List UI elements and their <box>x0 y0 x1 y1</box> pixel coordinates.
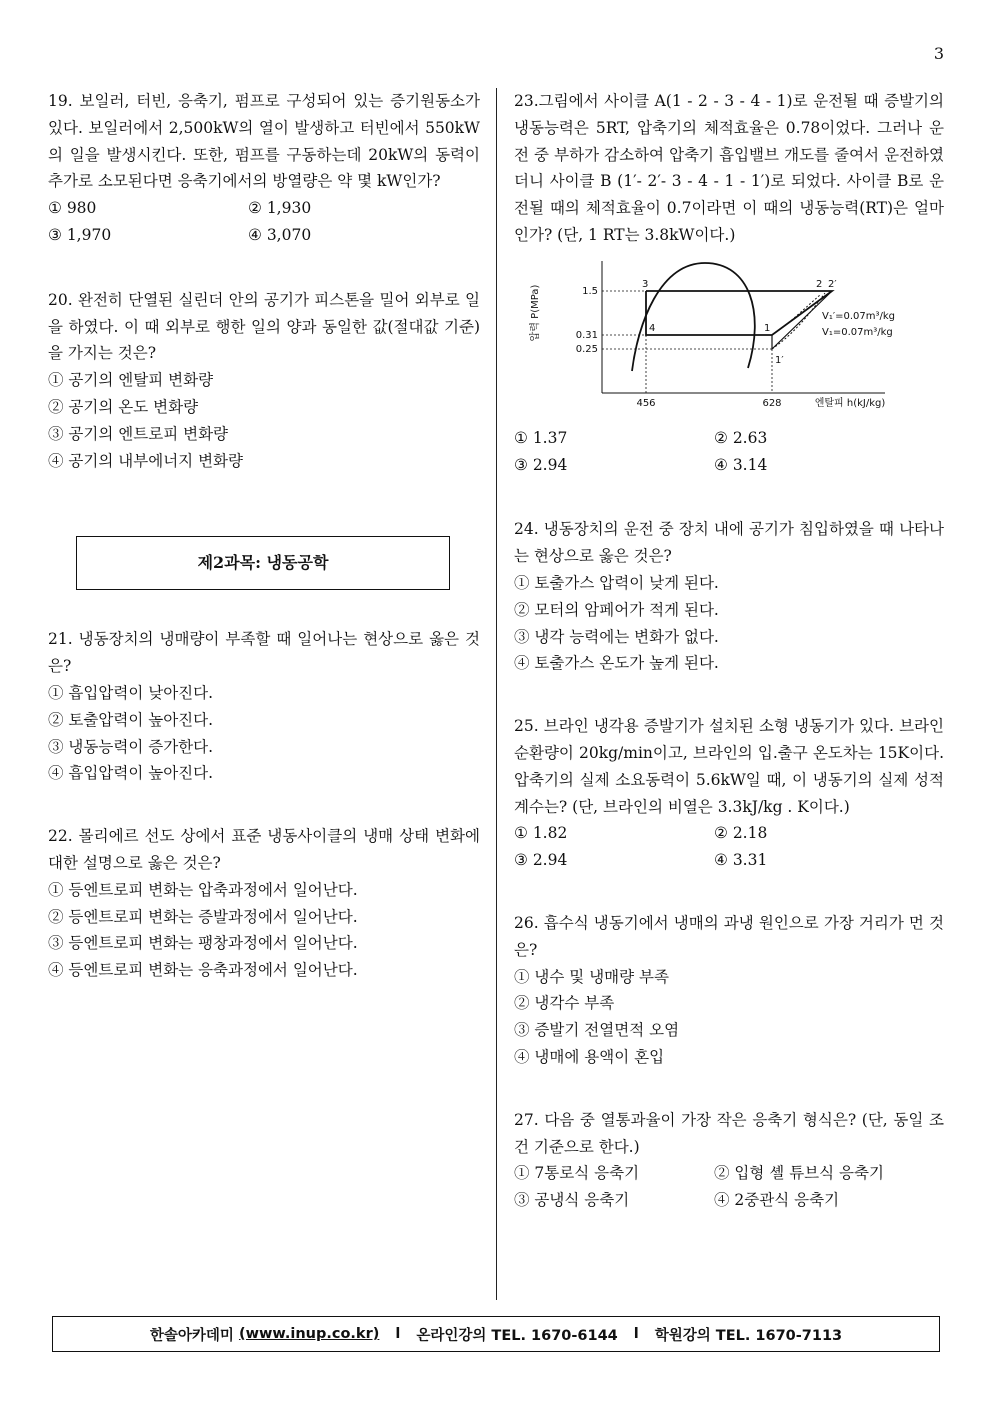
option-3: ③ 1,970 <box>48 225 112 244</box>
question-23 <box>514 88 944 478</box>
option-1: ① 흡입압력이 낮아진다. <box>48 683 214 702</box>
question-stem: 24. 냉동장치의 운전 중 장치 내에 공기가 침입하였을 때 나타나는 현상으로 옳은 것은? <box>514 520 944 566</box>
option-3: ③ 공냉식 응축기 <box>514 1191 630 1210</box>
footer-separator: l <box>395 1326 401 1342</box>
question-24 <box>514 516 944 677</box>
subject-heading: 제2과목: 냉동공학 <box>197 552 329 572</box>
option-2: ② 1,930 <box>248 199 312 218</box>
question-27 <box>514 1107 944 1214</box>
option-2: ② 냉각수 부족 <box>514 994 615 1013</box>
option-2: ② 2.18 <box>714 824 768 843</box>
footer-online-phone: 온라인강의 TEL. 1670-6144 <box>416 1327 618 1344</box>
question-19 <box>48 88 480 249</box>
subject-heading-box <box>76 536 450 590</box>
x-tick-628: 628 <box>762 397 782 409</box>
option-3: ③ 공기의 엔트로피 변화량 <box>48 424 229 443</box>
option-1: ① 1.37 <box>514 428 568 447</box>
point-3: 3 <box>642 278 649 290</box>
option-1: ① 공기의 엔탈피 변화량 <box>48 371 214 390</box>
option-3: ③ 냉각 능력에는 변화가 없다. <box>514 627 719 646</box>
question-21 <box>48 626 480 787</box>
footer-separator: l <box>633 1326 639 1342</box>
option-1: ① 토출가스 압력이 낮게 된다. <box>514 573 719 592</box>
question-22 <box>48 823 480 984</box>
option-4: ④ 공기의 내부에너지 변화량 <box>48 451 243 470</box>
option-4: ④ 토출가스 온도가 높게 된다. <box>514 654 719 673</box>
volume-label-2: V₁=0.07m³/kg <box>822 326 893 338</box>
option-4: ④ 등엔트로피 변화는 응축과정에서 일어난다. <box>48 961 358 980</box>
option-3: ③ 증발기 전열면적 오염 <box>514 1021 680 1040</box>
footer-academy: 한솔아카데미 <box>149 1327 234 1344</box>
y-tick-0-31: 0.31 <box>575 329 598 341</box>
y-tick-0-25: 0.25 <box>575 343 598 355</box>
option-4: ④ 3,070 <box>248 225 312 244</box>
question-stem: 21. 냉동장치의 냉매량이 부족할 때 일어나는 현상으로 옳은 것은? <box>48 630 480 676</box>
page-number: 3 <box>933 44 944 63</box>
point-1-prime: 1′ <box>775 354 784 366</box>
saturation-dome <box>632 263 755 371</box>
option-1: ① 1.82 <box>514 824 568 843</box>
question-20 <box>48 287 480 475</box>
point-2: 2 <box>816 278 823 290</box>
option-4: ④ 3.31 <box>714 851 768 870</box>
x-tick-456: 456 <box>636 397 656 409</box>
question-stem: 22. 몰리에르 선도 상에서 표준 냉동사이클의 냉매 상태 변화에 대한 설명으로 옳은 것은? <box>48 827 480 872</box>
left-column <box>48 88 480 984</box>
point-1: 1 <box>764 322 771 334</box>
diagram-ylabel: 압력 P(MPa) <box>530 284 541 342</box>
option-4: ④ 냉매에 용액이 혼입 <box>514 1047 665 1066</box>
question-stem: 19. 보일러, 터빈, 응축기, 펌프로 구성되어 있는 증기원동소가 있다. 보일러에서 2,500kW의 열이 발생하고 터빈에서 550kW의 일을 발생시킨다. 또한, 펌프를 구동하는데 20kW의 동력이 추가로 소모된다면 응축기에서의 방열량은 약 몇 kW인가? <box>48 92 480 191</box>
point-2-prime: 2′ <box>828 278 837 290</box>
option-4: ④ 흡입압력이 높아진다. <box>48 764 214 783</box>
y-tick-1-5: 1.5 <box>582 285 598 297</box>
option-3: ③ 냉동능력이 증가한다. <box>48 737 214 756</box>
option-1: ① 냉수 및 냉매량 부족 <box>514 967 669 986</box>
question-25 <box>514 713 944 874</box>
option-2: ② 2.63 <box>714 428 768 447</box>
point-4: 4 <box>649 322 656 334</box>
option-2: ② 토출압력이 높아진다. <box>48 710 214 729</box>
option-2: ② 공기의 온도 변화량 <box>48 397 199 416</box>
question-stem: 25. 브라인 냉각용 증발기가 설치된 소형 냉동기가 있다. 브라인 순환량이 20kg/min이고, 브라인의 입.출구 온도차는 15K이다. 압축기의 실제 소요동력이 5.6kW일 때, 이 냉동기의 실제 성적계수는? (단, 브라인의 비열은 3.3kJ/kg . K이다.) <box>514 717 944 816</box>
volume-label-1: V₁′=0.07m³/kg <box>822 310 896 322</box>
diagram-xlabel: 엔탈피 h(kJ/kg) <box>814 397 886 409</box>
footer-banner <box>52 1316 940 1352</box>
option-3: ③ 2.94 <box>514 851 568 870</box>
option-4: ④ 3.14 <box>714 455 768 474</box>
question-stem: 23.그림에서 사이클 A(1 - 2 - 3 - 4 - 1)로 운전될 때 증발기의 냉동능력은 5RT, 압축기의 체적효율은 0.78이었다. 그러나 운전 중 부하가 감소하여 압축기 흡입밸브 개도를 줄여서 운전하였더니 사이클 B (1′- 2′- 3 - 4 - 1 - 1′)로 되었다. 사이클 B로 운전될 때의 체적효율이 0.7이라면 이 때의 냉동능력(RT)은 얼마인가? (단, 1 RT는 3.8kW이다.) <box>514 92 944 244</box>
question-stem: 26. 흡수식 냉동기에서 냉매의 과냉 원인으로 가장 거리가 먼 것은? <box>514 913 944 959</box>
right-column <box>514 88 944 1214</box>
question-26 <box>514 910 944 1071</box>
option-3: ③ 2.94 <box>514 455 568 474</box>
column-divider <box>496 88 497 1300</box>
option-1: ① 980 <box>48 199 97 218</box>
ph-diagram <box>520 253 900 423</box>
option-1: ① 7통로식 응축기 <box>514 1164 640 1183</box>
question-stem: 27. 다음 중 열통과율이 가장 작은 응축기 형식은? (단, 동일 조건 기준으로 한다.) <box>514 1110 944 1156</box>
option-2: ② 모터의 암페어가 적게 된다. <box>514 600 719 619</box>
option-2: ② 등엔트로피 변화는 증발과정에서 일어난다. <box>48 907 358 926</box>
cycle-a <box>646 291 832 335</box>
option-1: ① 등엔트로피 변화는 압축과정에서 일어난다. <box>48 880 358 899</box>
option-4: ④ 2중관식 응축기 <box>714 1191 840 1210</box>
option-2: ② 입형 셸 튜브식 응축기 <box>714 1164 884 1183</box>
question-stem: 20. 완전히 단열된 실린더 안의 공기가 피스톤을 밀어 외부로 일을 하였다. 이 때 외부로 행한 일의 양과 동일한 값(절대값 기준)을 가지는 것은? <box>48 290 480 363</box>
footer-offline-phone: 학원강의 TEL. 1670-7113 <box>654 1327 843 1344</box>
footer-url-link[interactable]: (www.inup.co.kr) <box>238 1326 380 1342</box>
option-3: ③ 등엔트로피 변화는 팽창과정에서 일어난다. <box>48 934 358 953</box>
